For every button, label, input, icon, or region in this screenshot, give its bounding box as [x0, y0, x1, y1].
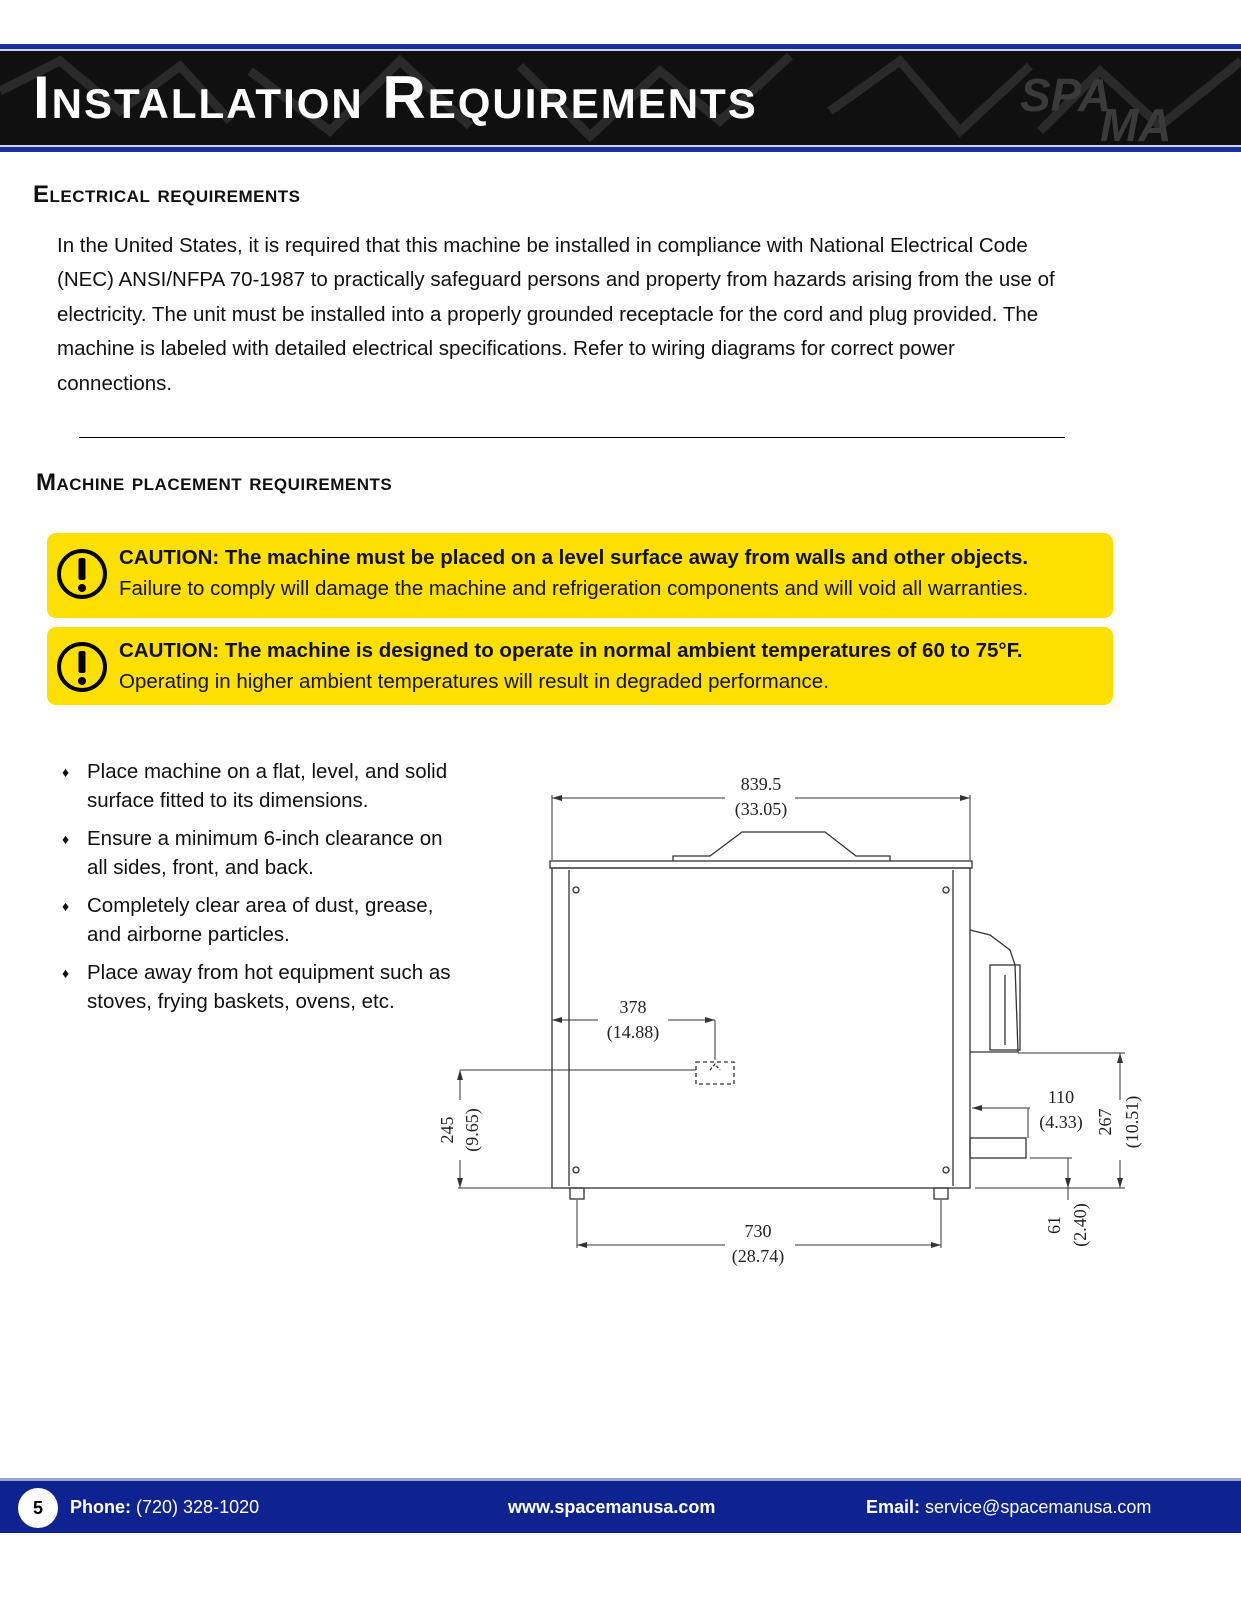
dimension-label: 245	[437, 1116, 457, 1144]
page-title: Installation Requirements	[33, 64, 758, 131]
caution-text: Operating in higher ambient temperatures will result in degraded performance.	[119, 670, 829, 693]
dimension-label: (4.33)	[1039, 1112, 1083, 1132]
dimension-label: (28.74)	[731, 1246, 785, 1266]
dimension-label: 267	[1095, 1108, 1115, 1136]
email-label: Email:	[866, 1497, 921, 1517]
diamond-bullet-icon: ♦	[62, 764, 70, 780]
dimension-label: 61	[1044, 1216, 1064, 1234]
dimension-label: (14.88)	[606, 1022, 660, 1042]
dimension-label: 110	[1047, 1087, 1075, 1107]
footer-email	[866, 1497, 1151, 1518]
list-item: ♦ Place away from hot equipment such as stoves, frying baskets, ovens, etc.	[62, 961, 451, 1013]
svg-text:SPA: SPA	[1020, 69, 1112, 121]
website-link[interactable]: www.spacemanusa.com	[508, 1497, 716, 1517]
section-divider	[79, 437, 1065, 438]
machine-dimension-drawing	[420, 760, 1200, 1280]
list-item: ♦ Ensure a minimum 6-inch clearance on all sides, front, and back.	[62, 827, 443, 879]
list-item: ♦ Completely clear area of dust, grease, and airborne particles.	[62, 894, 434, 946]
diamond-bullet-icon: ♦	[62, 965, 70, 981]
dimension-label: (2.40)	[1070, 1203, 1090, 1247]
email-link[interactable]: service@spacemanusa.com	[925, 1497, 1152, 1517]
exclamation-circle-icon	[56, 641, 108, 693]
footer-phone	[70, 1497, 259, 1518]
caution-title: CAUTION: The machine is designed to operate in normal ambient temperatures of 60 to 75°F.	[119, 639, 1023, 662]
dimension-label: (9.65)	[462, 1108, 482, 1152]
header-banner	[0, 44, 1241, 152]
svg-text:MA: MA	[1100, 99, 1172, 145]
caution-text: Failure to comply will damage the machine and refrigeration components and will void all warranties.	[119, 577, 1029, 600]
placement-bullet-list	[62, 758, 452, 1026]
banner-stripe	[0, 147, 1241, 152]
phone-label: Phone:	[70, 1497, 131, 1517]
caution-box	[47, 533, 1113, 618]
diamond-bullet-icon: ♦	[62, 898, 70, 914]
caution-title: CAUTION: The machine must be placed on a level surface away from walls and other objects.	[119, 546, 1029, 569]
dimension-label: (10.51)	[1122, 1095, 1142, 1149]
page-number: 5	[18, 1488, 58, 1528]
placement-heading: Machine placement requirements	[36, 469, 393, 496]
caution-box	[47, 627, 1113, 705]
dimension-label: 839.5	[740, 774, 782, 794]
electrical-paragraph: In the United States, it is required that this machine be installed in compliance with National Electrical Code (NEC) ANSI/NFPA 70-1987 to practically safeguard persons and property from hazards arising from the use of electricity. The unit must be installed into a properly grounded receptacle for the cord and plug provided. The machine is labeled with detailed electrical specifications. Refer to wiring diagrams for correct power connections.	[57, 234, 1055, 395]
list-item: ♦ Place machine on a flat, level, and solid surface fitted to its dimensions.	[62, 760, 448, 812]
footer-bar	[0, 1478, 1241, 1533]
diamond-bullet-icon: ♦	[62, 831, 70, 847]
phone-number[interactable]: (720) 328-1020	[136, 1497, 260, 1517]
exclamation-circle-icon	[56, 548, 108, 600]
dimension-label: 378	[619, 997, 647, 1017]
dimension-label: (33.05)	[734, 799, 788, 819]
electrical-heading: Electrical requirements	[33, 181, 301, 208]
dimension-label: 730	[744, 1221, 772, 1241]
